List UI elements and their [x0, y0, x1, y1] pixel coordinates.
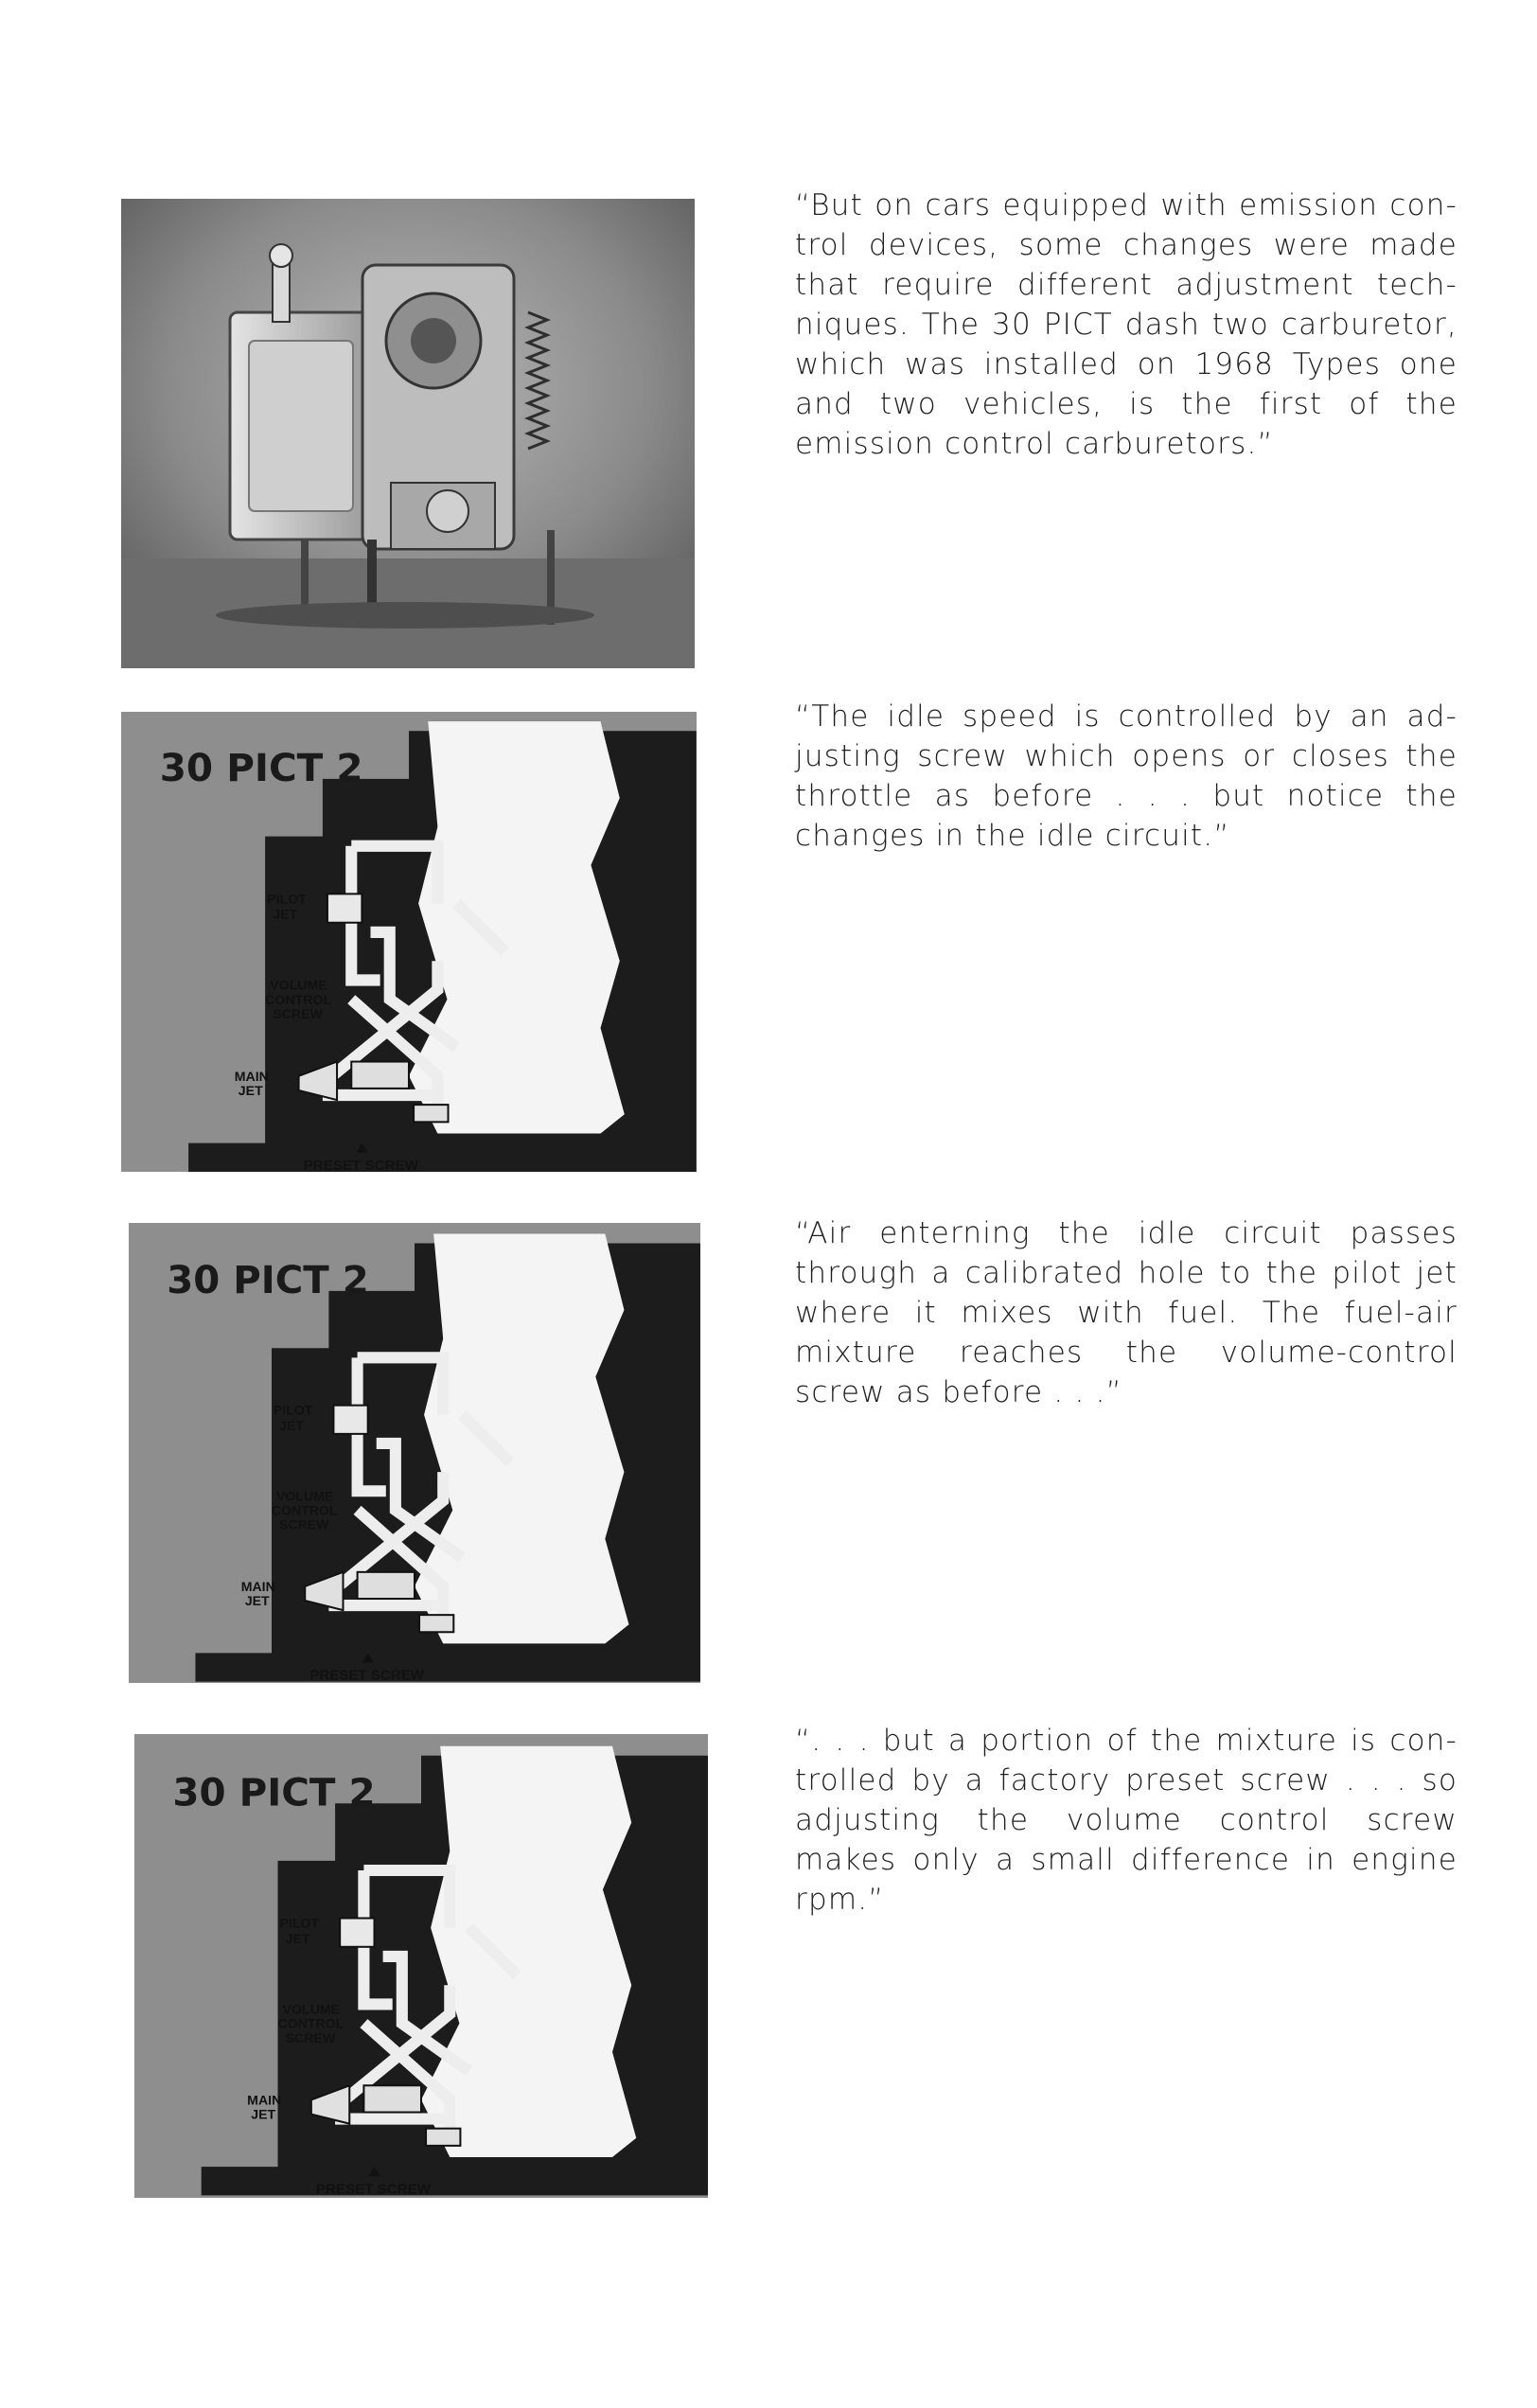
diagram-panel-1: [121, 712, 697, 1172]
preset-screw-label: PRESET SCREW: [309, 1667, 425, 1683]
idle-circuit-diagram: [121, 712, 697, 1172]
diagram-title: 30 PICT 2: [172, 1769, 376, 1815]
pilot-jet-label: PILOT: [279, 1915, 320, 1931]
carburetor-photo-art: [121, 199, 695, 668]
preset-screw-label: PRESET SCREW: [303, 1157, 419, 1172]
main-jet-label: JET: [251, 2106, 276, 2122]
volume-screw-part: [358, 1572, 415, 1599]
caption-1: “But on cars equipped with emission con-trol devices, some changes were made that require different adjustment tech-niques. The 30 PICT dash two carburetor, which was installed on 1968 Types one and two vehicles, is the first of the emission control carburetors.”: [795, 188, 1458, 461]
volume-control-screw-label: CONTROL: [277, 2015, 344, 2031]
pilot-jet-label: JET: [285, 1930, 310, 1946]
volume-control-screw-label: VOLUME: [276, 1488, 334, 1504]
main-jet-label: JET: [244, 1593, 270, 1609]
main-jet-label: MAIN: [234, 1069, 269, 1085]
preset-screw-label: PRESET SCREW: [315, 2181, 432, 2198]
volume-control-screw-label: VOLUME: [282, 2001, 340, 2017]
pilot-jet-label: PILOT: [267, 892, 307, 908]
volume-control-screw-label: SCREW: [279, 1516, 329, 1532]
pilot-jet-label: PILOT: [274, 1402, 313, 1418]
main-jet-label: MAIN: [240, 1578, 275, 1594]
volume-screw-part: [363, 2085, 421, 2112]
diagram-title: 30 PICT 2: [167, 1258, 369, 1302]
diagram-panel-2: [129, 1223, 700, 1683]
preset-screw-part: [419, 1615, 453, 1632]
pilot-jet-part: [340, 1919, 374, 1947]
volume-screw-part: [351, 1062, 409, 1089]
caption-4: “. . . but a portion of the mixture is con-trolled by a factory preset screw . . . so adjusting the volume control screw makes only a small difference in engine rpm.”: [795, 1724, 1458, 1917]
pilot-jet-label: JET: [279, 1417, 304, 1433]
pilot-jet-label: JET: [273, 907, 298, 923]
pilot-jet-part: [327, 894, 362, 922]
main-jet-label: MAIN: [247, 2092, 282, 2108]
volume-control-screw-label: CONTROL: [272, 1502, 338, 1518]
volume-control-screw-label: SCREW: [273, 1007, 323, 1022]
preset-screw-part: [426, 2129, 460, 2146]
diagram-title: 30 PICT 2: [159, 744, 363, 790]
preset-screw-part: [414, 1105, 448, 1122]
idle-circuit-diagram: [129, 1223, 700, 1683]
idle-circuit-diagram: [134, 1734, 708, 2198]
carburetor-photo: [121, 199, 695, 668]
volume-control-screw-label: VOLUME: [270, 978, 327, 994]
volume-control-screw-label: CONTROL: [265, 992, 332, 1008]
main-jet-label: JET: [238, 1084, 263, 1099]
diagram-panel-3: [134, 1734, 708, 2198]
pilot-jet-part: [333, 1406, 367, 1434]
caption-2: “The idle speed is controlled by an ad-justing screw which opens or closes the throttle as before . . . but notice the changes in the idle circuit.”: [795, 699, 1458, 853]
volume-control-screw-label: SCREW: [285, 2029, 336, 2045]
caption-3: “Air enterning the idle circuit passes through a calibrated hole to the pilot jet where it mixes with fuel. The fuel-air mixture reaches the volume-control screw as before . . .”: [795, 1216, 1458, 1409]
